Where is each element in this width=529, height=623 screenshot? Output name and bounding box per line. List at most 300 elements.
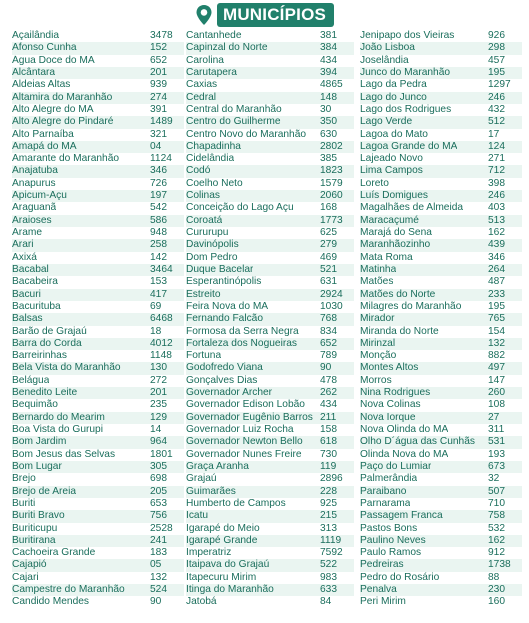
municipality-name: Cururupu	[186, 227, 229, 238]
municipality-count: 513	[488, 214, 505, 226]
municipality-row	[360, 301, 522, 313]
municipality-row	[360, 55, 522, 67]
municipality-name: Joselândia	[360, 54, 409, 66]
municipality-row	[360, 473, 522, 485]
municipality-row	[360, 584, 522, 596]
municipality-row	[12, 326, 184, 338]
municipality-count: 1030	[320, 300, 343, 312]
municipality-row	[360, 42, 522, 54]
municipality-name: Feira Nova do MA	[186, 300, 269, 312]
municipality-name: Grajaú	[186, 473, 217, 485]
municipality-count: 730	[320, 448, 337, 460]
municipality-row	[186, 30, 354, 42]
municipality-name: Jatobá	[186, 596, 217, 608]
municipality-row	[186, 461, 354, 473]
municipality-name: Arari	[12, 239, 34, 251]
municipality-name: Bacabal	[12, 263, 49, 275]
municipality-name: Dom Pedro	[186, 251, 238, 263]
municipality-row	[186, 67, 354, 79]
municipality-name: Bom Jesus das Selvas	[12, 448, 116, 460]
municipality-name: Governador Archer	[186, 387, 273, 399]
municipality-count: 160	[488, 596, 505, 608]
municipality-name: Mirinzal	[360, 337, 396, 349]
municipality-count: 69	[150, 300, 162, 312]
municipality-row	[186, 498, 354, 510]
municipality-row	[186, 313, 354, 325]
municipality-name: Milagres do Maranhão	[360, 300, 462, 312]
municipality-name: Passagem Franca	[360, 510, 443, 522]
municipality-count: 132	[150, 571, 167, 583]
municipality-count: 2924	[320, 288, 343, 300]
municipality-row	[360, 436, 522, 448]
municipality-count: 2802	[320, 140, 343, 152]
municipality-count: 18	[150, 325, 162, 337]
municipality-row	[360, 116, 522, 128]
municipality-count: 512	[488, 116, 505, 128]
municipality-row	[360, 486, 522, 498]
municipality-count: 417	[150, 288, 167, 300]
municipality-count: 3478	[150, 30, 173, 41]
municipality-row	[12, 30, 184, 42]
municipality-row	[186, 547, 354, 559]
municipality-row	[360, 215, 522, 227]
municipality-row	[12, 92, 184, 104]
municipality-row	[186, 510, 354, 522]
municipality-row	[186, 326, 354, 338]
municipality-row	[12, 264, 184, 276]
municipality-name: Godofredo Viana	[186, 362, 263, 374]
municipality-count: 698	[150, 473, 167, 485]
municipality-name: Buritirana	[12, 534, 56, 546]
municipality-name: Barra do Corda	[12, 337, 82, 349]
municipality-count: 183	[150, 547, 167, 559]
municipality-count: 168	[320, 202, 337, 214]
municipality-count: 384	[320, 42, 337, 54]
municipality-row	[12, 584, 184, 596]
municipality-count: 262	[320, 387, 337, 399]
municipality-name: Magalhães de Almeida	[360, 202, 464, 214]
municipality-count: 153	[150, 276, 167, 288]
municipality-name: Chapadinha	[186, 140, 241, 152]
municipality-row	[360, 30, 522, 42]
municipality-row	[360, 510, 522, 522]
municipality-count: 84	[320, 596, 332, 608]
municipality-name: Araguanã	[12, 202, 57, 214]
municipality-row	[186, 55, 354, 67]
municipality-count: 1297	[488, 79, 511, 91]
municipality-row	[186, 104, 354, 116]
municipality-name: Centro Novo do Maranhão	[186, 128, 307, 140]
municipality-row	[12, 289, 184, 301]
municipality-row	[360, 239, 522, 251]
municipality-name: Bacuri	[12, 288, 41, 300]
municipality-count: 228	[320, 485, 337, 497]
municipality-name: Bom Jardim	[12, 436, 67, 448]
municipality-name: Belágua	[12, 374, 50, 386]
municipality-row	[186, 165, 354, 177]
municipality-count: 119	[320, 460, 337, 472]
municipality-column-1	[12, 30, 184, 620]
municipality-name: Amarante do Maranhão	[12, 153, 120, 165]
municipality-name: Cidelândia	[186, 153, 235, 165]
municipality-row	[12, 67, 184, 79]
municipality-name: Imperatriz	[186, 547, 232, 559]
municipality-name: Brejo	[12, 473, 36, 485]
municipality-columns	[12, 30, 522, 620]
municipality-name: Açailândia	[12, 30, 60, 41]
municipality-name: Barão de Grajaú	[12, 325, 87, 337]
municipality-count: 14	[150, 424, 162, 435]
municipality-name: Governador Newton Bello	[186, 436, 303, 448]
municipality-name: Maranhãozinho	[360, 239, 431, 251]
municipality-row	[12, 399, 184, 411]
municipality-row	[12, 412, 184, 424]
municipality-count: 274	[150, 91, 167, 103]
municipality-count: 4865	[320, 79, 343, 91]
municipality-count: 298	[488, 42, 505, 54]
municipality-name: Paulino Neves	[360, 534, 426, 546]
municipality-row	[360, 362, 522, 374]
municipality-row	[360, 375, 522, 387]
municipality-count: 147	[488, 374, 505, 386]
municipality-row	[12, 375, 184, 387]
municipality-name: Arame	[12, 227, 43, 238]
municipality-row	[12, 387, 184, 399]
municipality-count: 1489	[150, 116, 173, 128]
municipality-count: 1823	[320, 165, 343, 177]
municipality-row	[186, 436, 354, 448]
municipality-name: Luís Domigues	[360, 190, 428, 202]
municipality-column-2	[186, 30, 354, 620]
municipality-count: 27	[488, 411, 500, 423]
municipality-name: Colinas	[186, 190, 220, 202]
municipality-row	[360, 399, 522, 411]
municipality-count: 673	[488, 460, 505, 472]
municipality-name: Alto Alegre do MA	[12, 103, 94, 115]
municipality-count: 939	[150, 79, 167, 91]
municipality-row	[186, 227, 354, 239]
municipality-name: Icatu	[186, 510, 209, 522]
municipality-row	[12, 486, 184, 498]
municipality-count: 394	[320, 66, 337, 78]
municipality-count: 7592	[320, 547, 343, 559]
municipality-row	[12, 165, 184, 177]
municipality-row	[360, 252, 522, 264]
municipality-name: Cedral	[186, 91, 217, 103]
municipality-count: 521	[320, 263, 337, 275]
municipality-name: Altamira do Maranhão	[12, 91, 113, 103]
municipality-row	[186, 523, 354, 535]
municipality-count: 201	[150, 66, 167, 78]
municipality-name: Buriti Bravo	[12, 510, 65, 522]
municipality-name: Conceição do Lago Açu	[186, 202, 294, 214]
municipality-row	[12, 301, 184, 313]
municipality-name: Carutapera	[186, 66, 237, 78]
municipality-row	[360, 67, 522, 79]
municipality-name: Buriticupu	[12, 522, 58, 534]
municipality-row	[186, 264, 354, 276]
municipality-count: 434	[320, 54, 337, 66]
map-pin-icon	[195, 4, 213, 26]
municipality-row	[186, 141, 354, 153]
municipality-name: Igarapé Grande	[186, 534, 258, 546]
municipality-row	[186, 584, 354, 596]
municipality-row	[360, 498, 522, 510]
municipality-row	[12, 596, 184, 608]
municipality-row	[360, 326, 522, 338]
municipality-name: Bequimão	[12, 399, 58, 411]
municipality-name: Balsas	[12, 313, 43, 325]
municipality-name: Mata Roma	[360, 251, 413, 263]
municipality-name: Olinda Nova do MA	[360, 448, 449, 460]
municipality-count: 497	[488, 362, 505, 374]
municipality-row	[186, 473, 354, 485]
municipality-count: 1738	[488, 559, 511, 571]
municipality-row	[12, 141, 184, 153]
municipality-count: 542	[150, 202, 167, 214]
municipality-name: Pedro do Rosário	[360, 571, 440, 583]
municipality-row	[12, 202, 184, 214]
municipality-row	[12, 178, 184, 190]
municipality-count: 246	[488, 190, 505, 202]
municipality-name: Axixá	[12, 251, 37, 263]
municipality-count: 246	[488, 91, 505, 103]
municipality-count: 531	[488, 436, 505, 448]
municipality-count: 434	[320, 399, 337, 411]
municipality-name: Água Doce do MA	[12, 54, 95, 66]
municipality-row	[186, 572, 354, 584]
municipality-row	[12, 338, 184, 350]
municipality-row	[360, 424, 522, 436]
municipality-count: 469	[320, 251, 337, 263]
municipality-count: 279	[320, 239, 337, 251]
title-wrap	[195, 3, 334, 27]
municipality-name: Peri Mirim	[360, 596, 406, 608]
municipality-count: 3464	[150, 263, 173, 275]
municipality-name: Duque Bacelar	[186, 263, 254, 275]
municipality-name: Humberto de Campos	[186, 497, 286, 509]
municipality-row	[360, 412, 522, 424]
municipality-name: Monção	[360, 350, 397, 362]
municipality-name: Cantanhede	[186, 30, 242, 41]
municipality-count: 765	[488, 313, 505, 325]
municipality-name: Davinópolis	[186, 239, 239, 251]
municipality-name: Cachoeira Grande	[12, 547, 96, 559]
municipality-count: 305	[150, 460, 167, 472]
municipality-count: 912	[488, 547, 505, 559]
municipality-count: 1119	[320, 534, 342, 546]
municipality-row	[186, 559, 354, 571]
municipality-count: 1148	[150, 350, 172, 362]
municipality-name: Parnarama	[360, 497, 411, 509]
municipality-row	[12, 473, 184, 485]
municipality-count: 241	[150, 534, 167, 546]
municipality-row	[186, 116, 354, 128]
municipality-count: 964	[150, 436, 167, 448]
municipality-count: 162	[488, 534, 505, 546]
municipality-row	[12, 239, 184, 251]
municipality-count: 346	[150, 165, 167, 177]
municipality-count: 88	[488, 571, 500, 583]
municipality-count: 162	[488, 227, 505, 238]
municipality-name: Coroatá	[186, 214, 223, 226]
municipality-name: Miranda do Norte	[360, 325, 439, 337]
municipality-name: Governador Nunes Freire	[186, 448, 302, 460]
municipality-count: 272	[150, 374, 167, 386]
municipality-row	[186, 190, 354, 202]
municipality-column-3	[360, 30, 522, 620]
municipality-name: Buriti	[12, 497, 36, 509]
municipality-row	[12, 572, 184, 584]
municipality-row	[360, 104, 522, 116]
municipality-count: 195	[488, 66, 505, 78]
municipality-count: 385	[320, 153, 337, 165]
municipality-name: Itaipava do Grajaú	[186, 559, 270, 571]
municipality-count: 193	[488, 448, 505, 460]
municipality-name: Penalva	[360, 584, 397, 596]
municipality-count: 258	[150, 239, 167, 251]
municipality-name: Lagoa do Mato	[360, 128, 428, 140]
municipality-name: Jenipapo dos Vieiras	[360, 30, 455, 41]
municipality-name: Igarapé do Meio	[186, 522, 260, 534]
municipality-name: Bernardo do Mearim	[12, 411, 105, 423]
municipality-row	[360, 387, 522, 399]
municipality-count: 233	[488, 288, 505, 300]
municipality-count: 350	[320, 116, 337, 128]
municipality-row	[12, 252, 184, 264]
municipality-count: 346	[488, 251, 505, 263]
municipality-row	[186, 375, 354, 387]
municipality-count: 948	[150, 227, 167, 238]
municipality-row	[360, 202, 522, 214]
municipality-name: Mirador	[360, 313, 395, 325]
municipality-row	[360, 547, 522, 559]
municipality-row	[360, 559, 522, 571]
municipality-count: 201	[150, 387, 167, 399]
municipality-count: 652	[320, 337, 337, 349]
municipality-count: 457	[488, 54, 505, 66]
municipality-name: Matinha	[360, 263, 397, 275]
municipality-count: 439	[488, 239, 505, 251]
municipality-row	[186, 42, 354, 54]
municipality-count: 631	[320, 276, 337, 288]
municipality-row	[186, 362, 354, 374]
municipality-count: 90	[320, 362, 332, 374]
municipality-count: 2896	[320, 473, 343, 485]
municipality-name: Brejo de Areia	[12, 485, 76, 497]
municipality-row	[186, 79, 354, 91]
municipality-count: 271	[488, 153, 505, 165]
municipality-row	[12, 190, 184, 202]
municipality-count: 618	[320, 436, 337, 448]
municipality-count: 630	[320, 128, 337, 140]
municipality-row	[360, 449, 522, 461]
municipality-row	[360, 350, 522, 362]
municipality-name: Candido Mendes	[12, 596, 90, 608]
municipality-name: Boa Vista do Gurupi	[12, 424, 103, 435]
municipality-count: 625	[320, 227, 337, 238]
municipality-count: 264	[488, 263, 505, 275]
municipality-count: 2060	[320, 190, 343, 202]
municipality-count: 235	[150, 399, 167, 411]
municipality-row	[186, 301, 354, 313]
municipality-name: Lago Verde	[360, 116, 413, 128]
municipality-name: Bela Vista do Maranhão	[12, 362, 121, 374]
municipality-name: Lajeado Novo	[360, 153, 423, 165]
municipality-name: Maracaçumé	[360, 214, 419, 226]
municipality-name: Pastos Bons	[360, 522, 418, 534]
municipality-row	[186, 596, 354, 608]
municipality-row	[12, 313, 184, 325]
municipality-count: 148	[320, 91, 337, 103]
municipality-count: 983	[320, 571, 337, 583]
municipality-name: Afonso Cunha	[12, 42, 77, 54]
municipality-name: Nova Iorque	[360, 411, 416, 423]
municipality-row	[186, 239, 354, 251]
municipality-count: 1801	[150, 448, 173, 460]
municipality-count: 154	[488, 325, 505, 337]
municipality-row	[12, 215, 184, 227]
municipality-count: 391	[150, 103, 167, 115]
municipality-name: Governador Eugênio Barros	[186, 411, 313, 423]
municipality-count: 756	[150, 510, 167, 522]
municipality-name: Carolina	[186, 54, 224, 66]
municipality-count: 130	[150, 362, 167, 374]
municipality-count: 381	[320, 30, 337, 41]
municipality-row	[360, 276, 522, 288]
municipality-count: 90	[150, 596, 162, 608]
municipality-count: 142	[150, 251, 167, 263]
municipality-name: Paço do Lumiar	[360, 460, 432, 472]
municipality-row	[12, 79, 184, 91]
municipality-row	[360, 289, 522, 301]
municipality-count: 260	[488, 387, 505, 399]
municipality-name: Bacabeira	[12, 276, 58, 288]
municipality-row	[186, 129, 354, 141]
municipality-row	[186, 350, 354, 362]
municipality-row	[360, 190, 522, 202]
municipality-count: 758	[488, 510, 505, 522]
municipality-row	[12, 104, 184, 116]
municipality-name: Palmerândia	[360, 473, 418, 485]
municipality-row	[186, 289, 354, 301]
header	[0, 0, 529, 30]
municipality-name: Lago do Junco	[360, 91, 427, 103]
municipality-name: Coelho Neto	[186, 177, 243, 189]
municipality-name: Olho D´água das Cunhãs	[360, 436, 475, 448]
municipality-name: Centro do Guilherme	[186, 116, 281, 128]
municipality-name: Alcântara	[12, 66, 56, 78]
municipality-row	[360, 178, 522, 190]
municipality-count: 6468	[150, 313, 173, 325]
municipality-count: 195	[488, 300, 505, 312]
municipality-name: Araioses	[12, 214, 52, 226]
municipality-row	[360, 165, 522, 177]
municipality-row	[12, 436, 184, 448]
municipality-row	[186, 424, 354, 436]
municipality-count: 17	[488, 128, 500, 140]
municipality-row	[360, 227, 522, 239]
municipality-name: Bacurituba	[12, 300, 61, 312]
municipality-name: Nova Colinas	[360, 399, 421, 411]
municipality-row	[186, 153, 354, 165]
municipality-row	[12, 498, 184, 510]
municipality-name: Codó	[186, 165, 211, 177]
municipality-name: Loreto	[360, 177, 389, 189]
municipality-name: Formosa da Serra Negra	[186, 325, 299, 337]
municipality-row	[360, 535, 522, 547]
municipality-count: 834	[320, 325, 337, 337]
